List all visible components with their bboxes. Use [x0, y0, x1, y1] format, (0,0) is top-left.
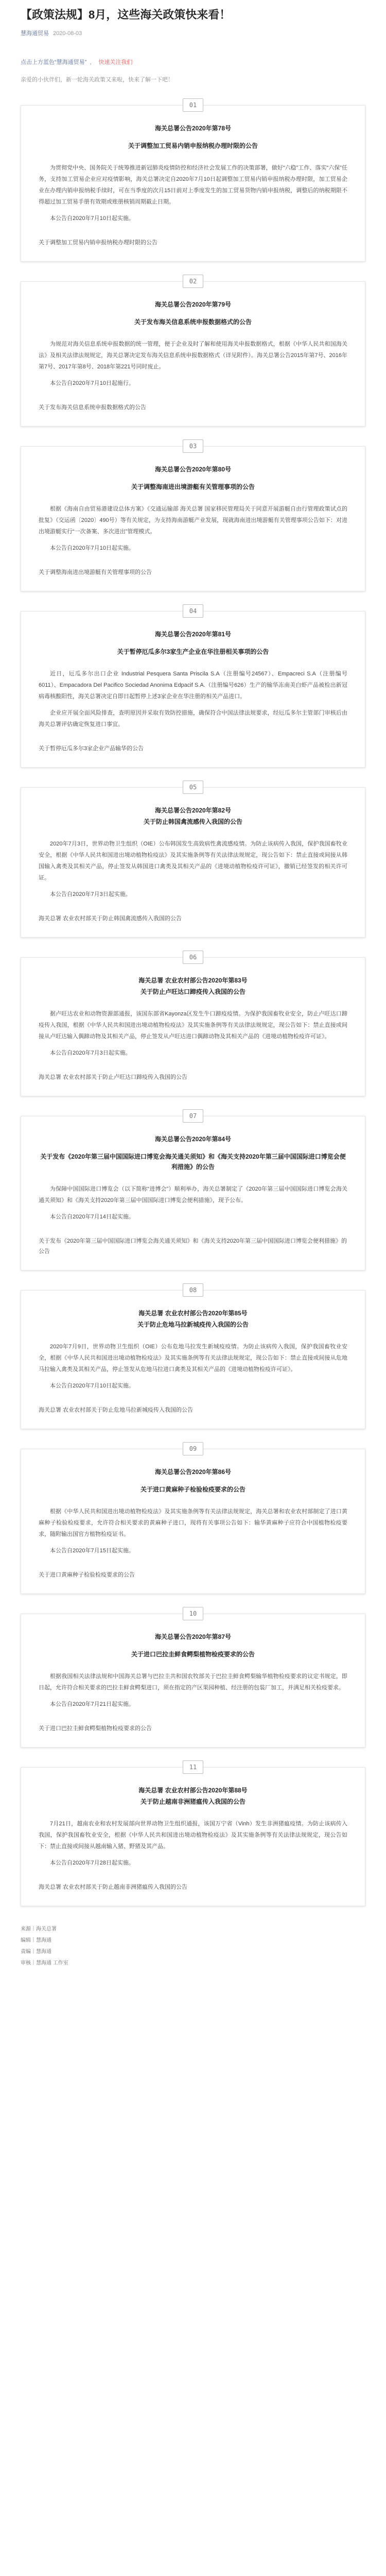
notice-number-badge: 02 [183, 275, 203, 288]
article-title: 【政策法规】8月，这些海关政策快来看！ [21, 8, 231, 21]
notice-paragraph: 2020年7月9日，世界动物卫生组织（OIE）公布危地马拉发生新城疫疫情。为防止该病传入我国，保护我国畜牧业安全，根据《中华人民共和国进出境动植物检疫法》及其实施条例等有关法律法规规定，现公告如下：禁止直接或间接从危地马拉输入禽类及其相关产品，停止签发从危地马拉进口禽类及其相关产品的《进境动植物检疫许可证》。 [39, 1344, 347, 1372]
notice-heading: 关于调整海南进出境游艇有关管理事项的公告 [131, 483, 255, 490]
notice-card [21, 101, 365, 262]
notice-heading: 关于暂停厄瓜多尔3家生产企业在华注册相关事项的公告 [117, 648, 269, 655]
notice-paragraph: 根据我国相关法律法规和中国海关总署与巴拉圭共和国农牧部关于巴拉圭鲜食鳄梨输华植物检疫要求的议定书规定，即日起，允许符合相关要求的巴拉圭鲜食鳄梨进口，须在指定的产区果园种植、经注册的包装厂加工，并满足相关检疫要求。 [39, 1673, 347, 1691]
notice-number-badge: 06 [183, 951, 203, 964]
notice-attachment-title: 关于发布《2020年第三届中国国际进口博览会海关通关须知》和《海关支持2020年第三届中国国际进口博览会便利措施》的公告 [39, 1238, 347, 1255]
quick-follow-link[interactable]: 快速关注我们 [98, 59, 133, 65]
notice-paragraph: 本公告自2020年7月28日起实施。 [50, 1860, 134, 1866]
notice-title: 海关总署公告2020年第81号 [154, 631, 232, 638]
footer-line: 编辑｜慧海通 [21, 1938, 51, 1943]
article-footer [21, 1924, 365, 1969]
notice-attachment-title: 关于进口黄麻种子检验检疫要求的公告 [39, 1572, 135, 1578]
notice-attachment-title: 海关总署 农业农村部关于防止越南非洲猪瘟传入我国的公告 [39, 1884, 188, 1890]
notice-card [21, 443, 365, 591]
notice-card [21, 1445, 365, 1594]
notice-paragraph: 根据《中华人民共和国进出境动植物检疫法》及其实施条例等有关法律法规规定，海关总署和农业农村部制定了进口黄麻种子检验检疫要求，允许符合相关要求的黄麻种子进口，现将有关事项公告如下：输华黄麻种子应符合中国植物检疫要求，随附输出国官方植物检疫证书。 [39, 1509, 347, 1537]
notice-paragraph: 近日，厄瓜多尔出口企业 Industrial Pesquera Santa Priscila S.A（注册编号24567）、Empacreci S.A（注册编号6011）、Empacadora Del Pacifico Sociedad Anonima Edpacif S.A.（注册编号626）生产的输华冻南美白虾产品被检出新冠病毒核酸阳性，海关总署决定自即日起暂停上述3家企业在华注册的相关产品进口。 [39, 671, 347, 700]
notice-paragraph: 7月21日，越南农业和农村发展部向世界动物卫生组织通报，该国万宁省（Vinh）发生非洲猪瘟疫情。为防止该病传入我国，保护我国畜牧业安全，根据《中华人民共和国进出境动植物检疫法》及其实施条例等有关法律法规规定，现公告如下：禁止直接或间接从越南输入猪、野猪及其产品。 [39, 1821, 347, 1850]
notice-paragraph: 为贯彻党中央、国务院关于统筹推进新冠肺炎疫情防控和经济社会发展工作的决策部署，做好“六稳”工作、落实“六保”任务，支持加工贸易企业应对疫情影响，海关总署决定自2020年7月10日起调整加工贸易内销申报纳税办理时限，加工贸易企业在办理内销申报纳税手续时，可在当季度的次月15日前对上季度发生的加工贸易货物内销申报纳税，调整后的纳税期限不得超过加工贸易手册有效期或账册核销周期截止日期。 [39, 165, 347, 205]
notice-attachment-title: 关于进口巴拉圭鲜食鳄梨植物检疫要求的公告 [39, 1725, 152, 1732]
notice-paragraph: 企业应开展全面风险排查，查明原因并采取有效防控措施，确保符合中国法律法规要求，经厄瓜多尔主管部门审核后由海关总署评估确定恢复进口事宜。 [39, 710, 347, 727]
notice-attachment-title: 关于调整加工贸易内销申报纳税办理时限的公告 [39, 240, 157, 246]
notice-title: 海关总署 农业农村部公告2020年第88号 [138, 1787, 248, 1794]
notice-title: 海关总署公告2020年第87号 [154, 1633, 232, 1640]
notice-card [21, 1286, 365, 1429]
notice-heading: 关于调整加工贸易内销申报纳税办理时限的公告 [128, 142, 258, 149]
publish-date: 2020-08-03 [53, 30, 82, 37]
follow-promo [21, 58, 365, 66]
notice-paragraph: 本公告自2020年7月10日起实施。 [50, 215, 134, 222]
notice-number-badge: 09 [183, 1442, 203, 1455]
notice-title: 海关总署公告2020年第86号 [154, 1468, 232, 1476]
notice-title: 关于防止越南非洲猪瘟传入我国的公告 [140, 1798, 245, 1805]
notice-title: 关于防止卢旺达口蹄疫传入我国的公告 [140, 988, 245, 995]
notice-attachment-title: 海关总署 农业农村部关于防止卢旺达口蹄疫传入我国的公告 [39, 1074, 188, 1080]
source-link[interactable]: 慧海通贸易 [21, 30, 49, 37]
notice-number-badge: 03 [183, 439, 203, 453]
footer-line: 来源｜海关总署 [21, 1926, 57, 1932]
notice-title: 海关总署公告2020年第79号 [154, 301, 232, 308]
notice-card [21, 1610, 365, 1748]
notice-number-badge: 11 [183, 1760, 203, 1774]
notice-paragraph: 本公告自2020年7月15日起实施。 [50, 1548, 134, 1554]
notice-paragraph: 本公告自2020年7月10日起实施。 [50, 545, 134, 551]
notice-paragraph: 本公告自2020年7月10日起实施。 [50, 1383, 134, 1389]
notice-card [21, 278, 365, 427]
promo-separator: ， [90, 59, 96, 65]
notice-title: 海关总署公告2020年第84号 [154, 1136, 232, 1143]
notice-paragraph: 本公告自2020年7月10日起施行。 [50, 380, 134, 386]
notice-heading: 关于发布《2020年第三届中国国际进口博览会海关通关须知》和《海关支持2020年第三届中国国际进口博览会便利措施》的公告 [40, 1153, 346, 1171]
notice-attachment-title: 海关总署 农业农村部关于防止危地马拉新城疫传入我国的公告 [39, 1407, 194, 1413]
notice-heading: 关于进口黄麻种子检验检疫要求的公告 [140, 1486, 245, 1493]
notice-number-badge: 04 [183, 604, 203, 618]
notice-paragraph: 本公告自2020年7月3日起实施。 [50, 1050, 131, 1056]
notice-title: 海关总署公告2020年第78号 [154, 125, 232, 132]
notice-paragraph: 为规范对海关信息系统申报数据的统一管理，便于企业及时了解和使用海关申报数据格式，根据《中华人民共和国海关法》及相关法律法规规定，海关总署决定发布海关信息系统申报数据格式（详见附件）。海关总署公告2015年第7号、2016年第7号、2017年第8号、2018年第221号同时废止。 [39, 341, 347, 370]
notice-title: 海关总署 农业农村部公告2020年第83号 [138, 977, 248, 984]
footer-line: 责编｜慧海通 [21, 1949, 51, 1955]
notice-attachment-title: 关于发布海关信息系统申报数据格式的公告 [39, 404, 146, 411]
notice-card [21, 784, 365, 938]
notice-paragraph: 本公告自2020年7月3日起实施。 [50, 891, 131, 897]
notice-card [21, 607, 365, 768]
notice-title: 关于防止危地马拉新城疫传入我国的公告 [137, 1321, 249, 1328]
footer-line: 审核｜慧海通 工作室 [21, 1960, 68, 1966]
notice-paragraph: 为保障中国国际进口博览会（以下简称“进博会”）顺利举办，海关总署制定了《2020年第三届中国国际进口博览会海关通关须知》和《海关支持2020年第三届中国国际进口博览会便利措施》，现予公布。 [39, 1186, 347, 1204]
follow-link[interactable]: 点击上方蓝色“慧海通贸易” [21, 59, 87, 65]
notice-attachment-title: 海关总署 农业农村部关于防止韩国禽流感传入我国的公告 [39, 916, 182, 922]
notice-number-badge: 05 [183, 781, 203, 794]
notice-heading: 关于进口巴拉圭鲜食鳄梨植物检疫要求的公告 [131, 1651, 255, 1658]
notice-list [21, 101, 365, 1906]
notice-paragraph: 据卢旺达农业和动物资源部通报，该国东部省Kayonza区发生牛口蹄疫疫情。为保护我国畜牧业安全，防止卢旺达口蹄疫传入我国，根据《中华人民共和国进出境动植物检疫法》及其实施条例等有关法律法规规定，现公告如下：禁止直接或间接从卢旺达输入偶蹄动物及其相关产品，停止签发从卢旺达进口偶蹄动物及其相关产品的《进境动植物检疫许可证》。 [39, 1011, 347, 1040]
notice-number-badge: 08 [183, 1283, 203, 1297]
notice-attachment-title: 关于暂停厄瓜多尔3家企业产品输华的公告 [39, 745, 144, 752]
notice-card [21, 1112, 365, 1270]
notice-number-badge: 07 [183, 1109, 203, 1123]
notice-card [21, 954, 365, 1096]
article-meta [21, 29, 365, 37]
notice-title: 海关总署 农业农村部公告2020年第85号 [138, 1310, 248, 1317]
notice-attachment-title: 关于调整海南进出境游艇有关管理事项的公告 [39, 569, 152, 575]
notice-title: 关于防止韩国禽流感传入我国的公告 [143, 818, 242, 825]
notice-paragraph: 根据《海南自由贸易港建设总体方案》《交通运输部 海关总署 国家移民管理局关于同意开展游艇自由行管理政策试点的批复》（交运函〔2020〕490号）等有关规定，为支持海南游艇产业发展，现就海南进出境游艇有关管理事项公告如下：对进出境游艇实行“一次备案、多次进出”管理模式。 [39, 506, 347, 535]
notice-paragraph: 本公告自2020年7月21日起实施。 [50, 1701, 134, 1707]
notice-heading: 关于发布海关信息系统申报数据格式的公告 [134, 318, 252, 326]
notice-title: 海关总署公告2020年第82号 [154, 807, 232, 814]
intro-text: 亲爱的小伙伴们，新一轮海关政策又来啦，快来了解一下吧！ [21, 77, 173, 83]
notice-paragraph: 本公告自2020年7月14日起实施。 [50, 1214, 134, 1220]
notice-number-badge: 10 [183, 1607, 203, 1620]
notice-card [21, 1764, 365, 1906]
notice-title: 海关总署公告2020年第80号 [154, 466, 232, 473]
notice-number-badge: 01 [183, 98, 203, 112]
notice-paragraph: 2020年7月3日，世界动物卫生组织（OIE）公布韩国发生高致病性禽流感疫情。为防止该病传入我国，保护我国畜牧业安全，根据《中华人民共和国进出境动植物检疫法》及其实施条例等有关法律法规规定，现公告如下：禁止直接或间接从韩国输入禽类及其相关产品，停止签发从韩国进口禽类及其相关产品的《进境动植物检疫许可证》，撤销已经签发的相关许可证。 [39, 841, 347, 881]
